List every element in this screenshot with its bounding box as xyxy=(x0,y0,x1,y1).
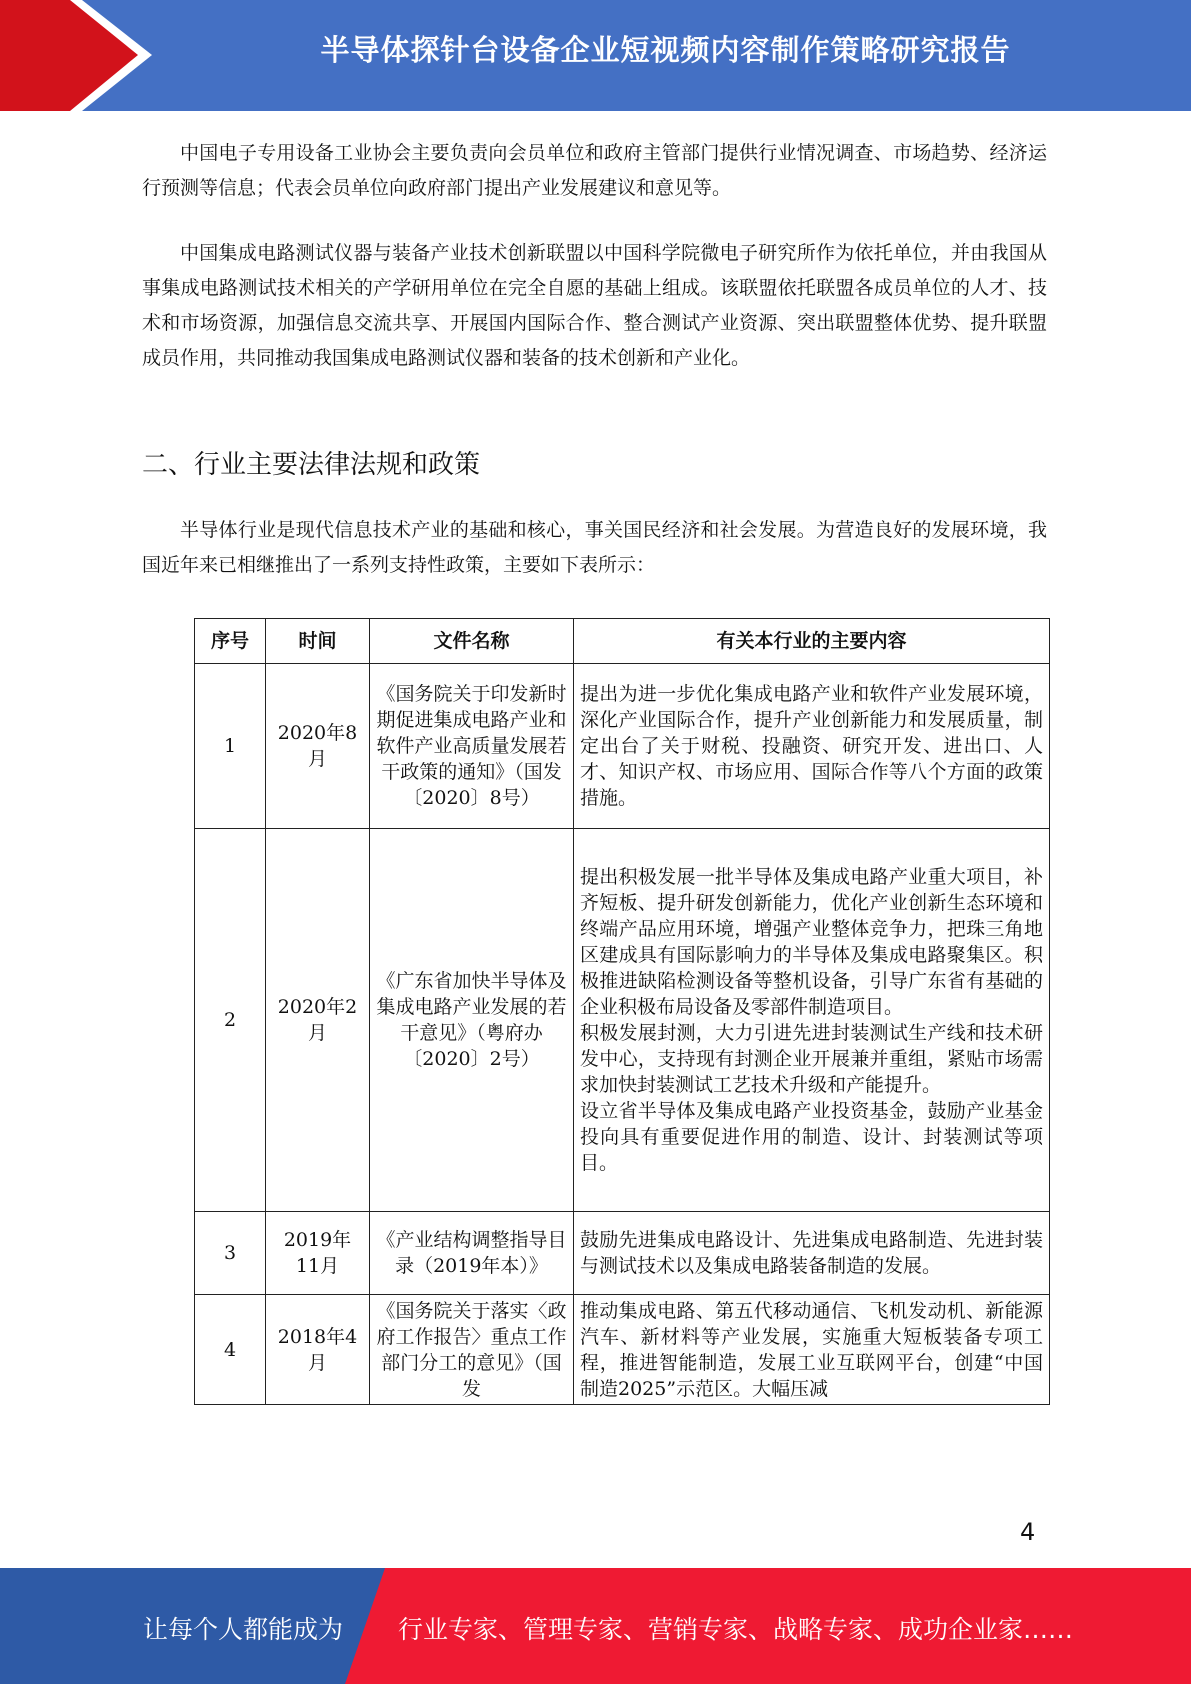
policy-table xyxy=(194,618,1050,1405)
header-doc: 文件名称 xyxy=(370,619,574,664)
content-line: 推动集成电路、第五代移动通信、飞机发动机、新能源汽车、新材料等产业发展，实施重大短板装备专项工程，推进智能制造，发展工业互联网平台，创建“中国制造2025”示范区。大幅压减 xyxy=(580,1299,1043,1400)
footer-slogan-left: 让每个人都能成为 xyxy=(143,1615,344,1644)
table-row xyxy=(195,664,1050,829)
cell-doc: 《产业结构调整指导目录（2019年本）》 xyxy=(370,1212,574,1295)
cell-content xyxy=(574,829,1050,1212)
report-title: 半导体探针台设备企业短视频内容制作策略研究报告 xyxy=(320,33,1011,67)
cell-no: 3 xyxy=(195,1212,266,1295)
cell-content xyxy=(574,1212,1050,1295)
cell-time: 2019年11月 xyxy=(266,1212,370,1295)
header-no: 序号 xyxy=(195,619,266,664)
content-line: 鼓励先进集成电路设计、先进集成电路制造、先进封装与测试技术以及集成电路装备制造的发展。 xyxy=(580,1229,1043,1277)
cell-content xyxy=(574,1295,1050,1405)
cell-doc: 《国务院关于印发新时期促进集成电路产业和软件产业高质量发展若干政策的通知》（国发〔2020〕8号） xyxy=(370,664,574,829)
content-line: 提出积极发展一批半导体及集成电路产业重大项目，补齐短板、提升研发创新能力，优化产业创新生态环境和终端产品应用环境，增强产业整体竞争力，把珠三角地区建成具有国际影响力的半导体及集成电路聚集区。积极推进缺陷检测设备等整机设备，引导广东省有基础的企业积极布局设备及零部件制造项目。 xyxy=(580,866,1043,1018)
header-time: 时间 xyxy=(266,619,370,664)
content-line: 积极发展封测，大力引进先进封装测试生产线和技术研发中心，支持现有封测企业开展兼并重组，紧贴市场需求加快封装测试工艺技术升级和产能提升。 xyxy=(580,1022,1043,1096)
table-row xyxy=(195,829,1050,1212)
cell-time: 2020年8月 xyxy=(266,664,370,829)
cell-no: 4 xyxy=(195,1295,266,1405)
footer-banner xyxy=(0,1568,1191,1684)
cell-doc: 《广东省加快半导体及集成电路产业发展的若干意见》（粤府办〔2020〕2号） xyxy=(370,829,574,1212)
header-banner xyxy=(0,0,1191,111)
cell-no: 1 xyxy=(195,664,266,829)
header-content: 有关本行业的主要内容 xyxy=(574,619,1050,664)
section-title: 二、行业主要法律法规和政策 xyxy=(142,450,481,480)
cell-time: 2018年4月 xyxy=(266,1295,370,1405)
cell-no: 2 xyxy=(195,829,266,1212)
page-number: 4 xyxy=(1020,1518,1036,1546)
footer-slogan-right: 行业专家、管理专家、营销专家、战略专家、成功企业家…… xyxy=(398,1615,1074,1644)
table-header-row xyxy=(195,619,1050,664)
paragraph-policy-intro: 半导体行业是现代信息技术产业的基础和核心，事关国民经济和社会发展。为营造良好的发展环境，我国近年来已相继推出了一系列支持性政策，主要如下表所示： xyxy=(142,519,1047,576)
table-row xyxy=(195,1212,1050,1295)
cell-time: 2020年2月 xyxy=(266,829,370,1212)
content-line: 提出为进一步优化集成电路产业和软件产业发展环境，深化产业国际合作，提升产业创新能力和发展质量，制定出台了关于财税、投融资、研究开发、进出口、人才、知识产权、市场应用、国际合作等八个方面的政策措施。 xyxy=(580,683,1043,809)
header-red-arrow xyxy=(0,0,140,111)
cell-doc: 《国务院关于落实〈政府工作报告〉重点工作部门分工的意见》（国发 xyxy=(370,1295,574,1405)
table-row xyxy=(195,1295,1050,1405)
content-line: 设立省半导体及集成电路产业投资基金，鼓励产业基金投向具有重要促进作用的制造、设计、封装测试等项目。 xyxy=(580,1100,1043,1174)
paragraph-association: 中国电子专用设备工业协会主要负责向会员单位和政府主管部门提供行业情况调查、市场趋势、经济运行预测等信息；代表会员单位向政府部门提出产业发展建议和意见等。 xyxy=(142,142,1047,199)
cell-content xyxy=(574,664,1050,829)
paragraph-alliance: 中国集成电路测试仪器与装备产业技术创新联盟以中国科学院微电子研究所作为依托单位，并由我国从事集成电路测试技术相关的产学研用单位在完全自愿的基础上组成。该联盟依托联盟各成员单位的人才、技术和市场资源，加强信息交流共享、开展国内国际合作、整合测试产业资源、突出联盟整体优势、提升联盟成员作用，共同推动我国集成电路测试仪器和装备的技术创新和产业化。 xyxy=(142,242,1047,369)
